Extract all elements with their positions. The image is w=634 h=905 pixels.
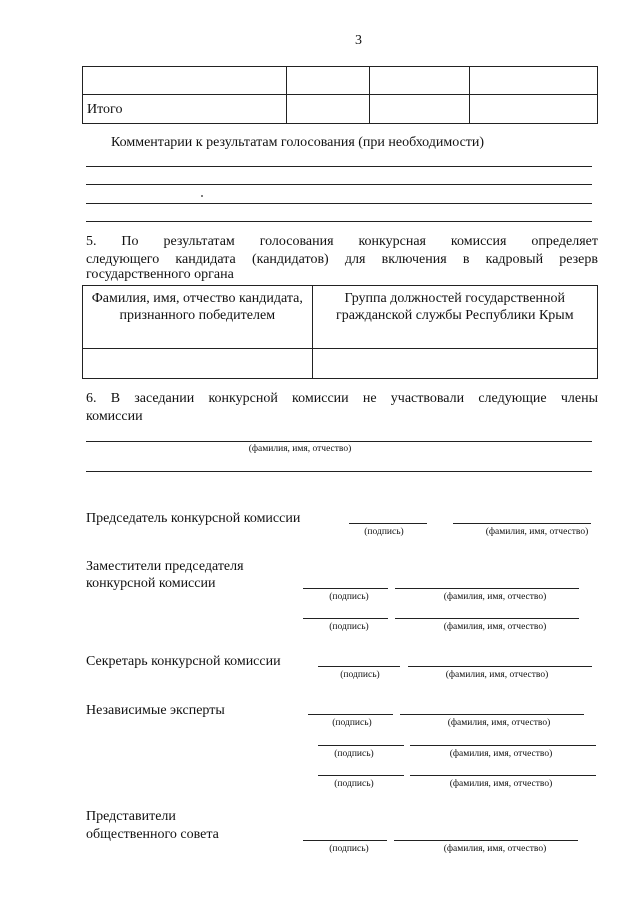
ink-speck <box>201 195 203 197</box>
signature-line <box>303 588 388 589</box>
fio-caption: (фамилия, имя, отчество) <box>445 670 549 680</box>
name-line <box>395 588 579 589</box>
name-line <box>410 745 596 746</box>
table-cell <box>470 95 598 124</box>
fio-caption: (фамилия, имя, отчество) <box>443 844 547 854</box>
deputies-label-line2: конкурсной комиссии <box>86 576 216 591</box>
total-label-cell <box>83 95 287 124</box>
experts-label: Независимые эксперты <box>86 703 225 718</box>
section6-line2: комиссии <box>86 409 143 424</box>
section5-line3: государственного органа <box>86 267 234 282</box>
fio-caption: (фамилия, имя, отчество) <box>248 444 352 454</box>
table-cell <box>83 349 313 379</box>
votes-table <box>82 66 598 124</box>
council-label-line1: Представители <box>86 809 176 824</box>
candidates-table <box>82 285 598 379</box>
comments-label: Комментарии к результатам голосования (при необходимости) <box>111 135 485 150</box>
council-label-line2: общественного совета <box>86 827 219 842</box>
podpis-caption: (подпись) <box>329 622 369 632</box>
fio-caption: (фамилия, имя, отчество) <box>443 622 547 632</box>
total-label: Итого <box>87 102 123 117</box>
comment-line <box>86 221 592 222</box>
name-line <box>408 666 592 667</box>
name-line <box>394 840 578 841</box>
name-line <box>400 714 584 715</box>
podpis-caption: (подпись) <box>329 592 369 602</box>
chairman-label: Председатель конкурсной комиссии <box>86 511 301 526</box>
table-cell <box>470 67 598 95</box>
position-group-header: Группа должностей государственной гражданской службы Республики Крым <box>312 286 597 349</box>
signature-line <box>303 618 388 619</box>
section5-line1: 5. По результатам голосования конкурсная комиссия определяет <box>86 234 598 249</box>
absent-members-line <box>86 441 592 442</box>
candidate-name-header: Фамилия, имя, отчество кандидата, признанного победителем <box>83 286 313 349</box>
podpis-caption: (подпись) <box>332 718 372 728</box>
table-cell <box>286 95 370 124</box>
fio-caption: (фамилия, имя, отчество) <box>449 749 553 759</box>
fio-caption: (фамилия, имя, отчество) <box>449 779 553 789</box>
podpis-caption: (подпись) <box>334 779 374 789</box>
absent-members-line <box>86 471 592 472</box>
deputies-label-line1: Заместители председателя <box>86 559 244 574</box>
podpis-caption: (подпись) <box>334 749 374 759</box>
signature-line <box>318 775 404 776</box>
table-cell <box>370 95 470 124</box>
secretary-label: Секретарь конкурсной комиссии <box>86 654 281 669</box>
signature-line <box>318 666 400 667</box>
fio-caption: (фамилия, имя, отчество) <box>443 592 547 602</box>
section6-line1: 6. В заседании конкурсной комиссии не участвовали следующие члены <box>86 391 598 406</box>
fio-caption: (фамилия, имя, отчество) <box>447 718 551 728</box>
signature-line <box>308 714 393 715</box>
name-line <box>395 618 579 619</box>
table-cell <box>370 67 470 95</box>
comment-line <box>86 184 592 185</box>
signature-line <box>318 745 404 746</box>
signature-line <box>349 523 427 524</box>
table-cell <box>83 67 287 95</box>
podpis-caption: (подпись) <box>364 527 404 537</box>
page-number: 3 <box>355 33 362 48</box>
table-cell <box>312 349 597 379</box>
name-line <box>410 775 596 776</box>
table-cell <box>286 67 370 95</box>
signature-line <box>303 840 387 841</box>
podpis-caption: (подпись) <box>340 670 380 680</box>
comment-line <box>86 166 592 167</box>
fio-caption: (фамилия, имя, отчество) <box>485 527 589 537</box>
name-line <box>453 523 591 524</box>
podpis-caption: (подпись) <box>329 844 369 854</box>
comment-line <box>86 203 592 204</box>
section5-line2: следующего кандидата (кандидатов) для включения в кадровый резерв <box>86 252 598 267</box>
